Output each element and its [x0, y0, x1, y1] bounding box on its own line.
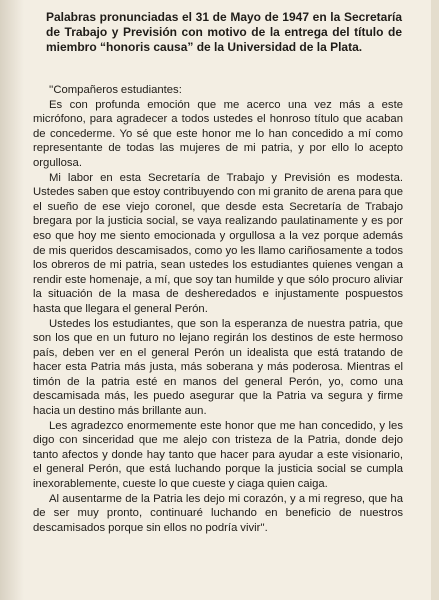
- speech-body: [33, 83, 403, 535]
- speech-heading: Palabras pronunciadas el 31 de Mayo de 1947 en la Secretaría de Trabajo y Previsión con motivo de la entrega del título de miembro “honoris causa” de la Universidad de la Plata.: [46, 10, 402, 54]
- speech-paragraph: Es con profunda emoción que me acerco una vez más a este micrófono, para agradecer a todos ustedes el honroso título que acaban de concederme. Yo sé que este honor me lo han concedido a mí como representante de todas las mujeres de mi patria, y por ello lo acepto orgullosa.: [33, 98, 403, 169]
- page-gutter: [431, 0, 439, 600]
- speech-salutation: ''Compañeros estudiantes:: [49, 84, 182, 96]
- page-edge-shadow: [0, 0, 24, 600]
- speech-paragraph: Al ausentarme de la Patria les dejo mi corazón, y a mi regreso, que ha de ser muy pronto, continuaré luchando en beneficio de nuestros descamisados porque sin ellos no podría vivir''.: [33, 492, 403, 534]
- speech-paragraph: Ustedes los estudiantes, que son la esperanza de nuestra patria, que son los que en un futuro no lejano regirán los destinos de este hermoso país, deben ver en el general Perón un idealista que está tratando de hacer esta Patria más justa, más soberana y más poderosa. Mientras el timón de la patria esté en manos del general Perón, yo, como una descamisada más, les puedo asegurar que la Patria va segura y firme hacia un destino más brillante aun.: [33, 317, 403, 418]
- speech-paragraph: Mi labor en esta Secretaría de Trabajo y Previsión es modesta. Ustedes saben que estoy contribuyendo con mi granito de arena para que el sueño de ese viejo coronel, que desde esta Secretaría de Trabajo bregara por la justicia social, se vaya realizando paulatinamente y es por eso que hoy me siento emocionada y orgullosa a la vez porque además de mis queridos descamisados, como yo les llamo cariñosamente a todos los obreros de mi patria, sean ustedes los estudiantes quienes vengan a rendir este homenaje, a mí, que soy tan humilde y que sólo procuro aliviar la situación de la masa de desheredados e injustamente pospuestos hasta que llegara el general Perón.: [33, 171, 403, 315]
- speech-paragraph: Les agradezco enormemente este honor que me han concedido, y les digo con sinceridad que me alejo con tristeza de la Patria, donde dejo tanto afectos y donde hay tanto que hacer para ayudar a este visionario, el general Perón, que está luchando porque la justicia social se cumpla inexorablemente, cueste lo que cueste y ciaga quien caiga.: [33, 419, 403, 491]
